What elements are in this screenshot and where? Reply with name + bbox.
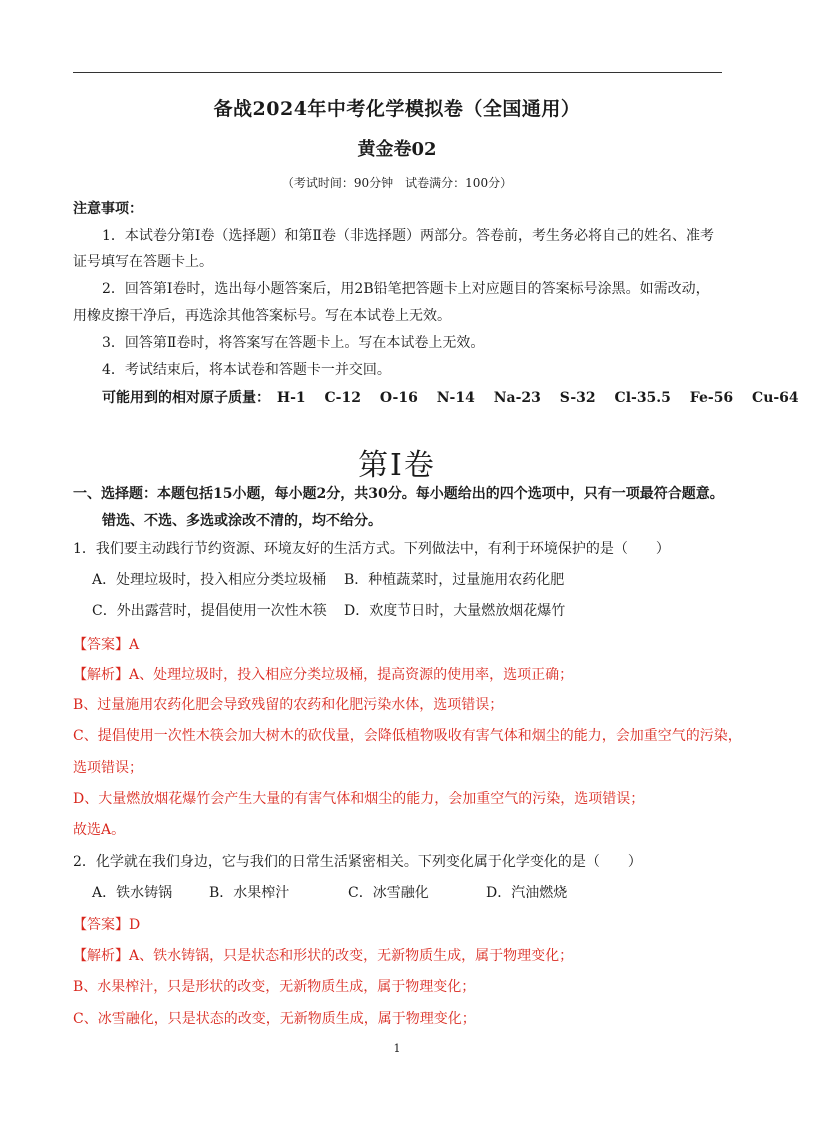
option: C．冰雪融化 <box>348 885 429 901</box>
option-row <box>92 884 567 902</box>
answer: 【答案】A <box>73 637 140 653</box>
atomic-mass: Cl-35.5 <box>614 390 671 406</box>
part1-instruction: 一、选择题：本题包括15小题，每小题2分，共30分。每小题给出的四个选项中，只有一项最符合题意。 <box>73 486 724 502</box>
option: B．种植蔬菜时，过量施用农药化肥 <box>344 572 565 588</box>
atomic-mass-row <box>102 389 813 407</box>
notice-item: 1．本试卷分第Ⅰ卷（选择题）和第Ⅱ卷（非选择题）两部分。答卷前，考生务必将自己的姓名、准考 <box>102 228 714 244</box>
exam-title: 备战2024年中考化学模拟卷（全国通用） <box>213 98 581 120</box>
notice-item: 2．回答第Ⅰ卷时，选出每小题答案后，用2B铅笔把答题卡上对应题目的答案标号涂黑。如需改动， <box>102 281 710 297</box>
analysis-line: B、水果榨汁，只是形状的改变，无新物质生成，属于物理变化； <box>73 979 476 995</box>
atomic-mass-label: 可能用到的相对原子质量： <box>102 390 270 406</box>
analysis-line: 故选A。 <box>73 822 126 838</box>
analysis-line: 【解析】A、铁水铸锅，只是状态和形状的改变，无新物质生成，属于物理变化； <box>73 948 574 964</box>
analysis-line: C、提倡使用一次性木筷会加大树木的砍伐量，会降低植物吸收有害气体和烟尘的能力，会加重空气的污染， <box>73 728 742 744</box>
analysis-line: 【解析】A、处理垃圾时，投入相应分类垃圾桶，提高资源的使用率，选项正确； <box>73 667 574 683</box>
option: B．水果榨汁 <box>209 885 290 901</box>
atomic-mass: N-14 <box>436 390 475 406</box>
analysis-line: D、大量燃放烟花爆竹会产生大量的有害气体和烟尘的能力，会加重空气的污染，选项错误； <box>73 791 645 807</box>
option: A．铁水铸锅 <box>92 885 173 901</box>
exam-subtitle: 黄金卷02 <box>357 139 437 160</box>
header-rule <box>73 72 722 73</box>
analysis-line: B、过量施用农药化肥会导致残留的农药和化肥污染水体，选项错误； <box>73 697 504 713</box>
notice-item: 4．考试结束后，将本试卷和答题卡一并交回。 <box>102 362 391 378</box>
option: A．处理垃圾时，投入相应分类垃圾桶 <box>92 572 327 588</box>
analysis-line: 选项错误； <box>73 760 143 776</box>
notice-item: 证号填写在答题卡上。 <box>73 254 213 270</box>
page-number: 1 <box>393 1042 401 1055</box>
atomic-mass: Fe-56 <box>689 390 734 406</box>
option-row <box>92 602 565 620</box>
atomic-mass: S-32 <box>559 390 596 406</box>
atomic-mass: Na-23 <box>493 390 541 406</box>
option: C．外出露营时，提倡使用一次性木筷 <box>92 603 327 619</box>
atomic-mass: O-16 <box>379 390 418 406</box>
answer: 【答案】D <box>73 917 141 933</box>
exam-meta: （考试时间：90分钟 试卷满分：100分） <box>281 176 513 190</box>
notice-item: 3．回答第Ⅱ卷时，将答案写在答题卡上。写在本试卷上无效。 <box>102 335 485 351</box>
atomic-mass: C-12 <box>324 390 361 406</box>
notice-item: 用橡皮擦干净后，再选涂其他答案标号。写在本试卷上无效。 <box>73 308 451 324</box>
question-stem: 1．我们要主动践行节约资源、环境友好的生活方式。下列做法中，有利于环境保护的是（ ） <box>73 541 670 557</box>
part1-instruction: 错选、不选、多选或涂改不清的，均不给分。 <box>102 513 382 529</box>
atomic-mass: H-1 <box>276 390 306 406</box>
option: D．欢度节日时，大量燃放烟花爆竹 <box>344 603 566 619</box>
analysis-line: C、冰雪融化，只是状态的改变，无新物质生成，属于物理变化； <box>73 1011 476 1027</box>
question-stem: 2．化学就在我们身边，它与我们的日常生活紧密相关。下列变化属于化学变化的是（ ） <box>73 854 642 870</box>
atomic-mass: Cu-64 <box>752 390 799 406</box>
section-title: 第Ⅰ卷 <box>358 448 436 483</box>
notice-heading: 注意事项： <box>73 201 143 217</box>
option: D．汽油燃烧 <box>486 885 568 901</box>
option-row <box>92 571 564 589</box>
